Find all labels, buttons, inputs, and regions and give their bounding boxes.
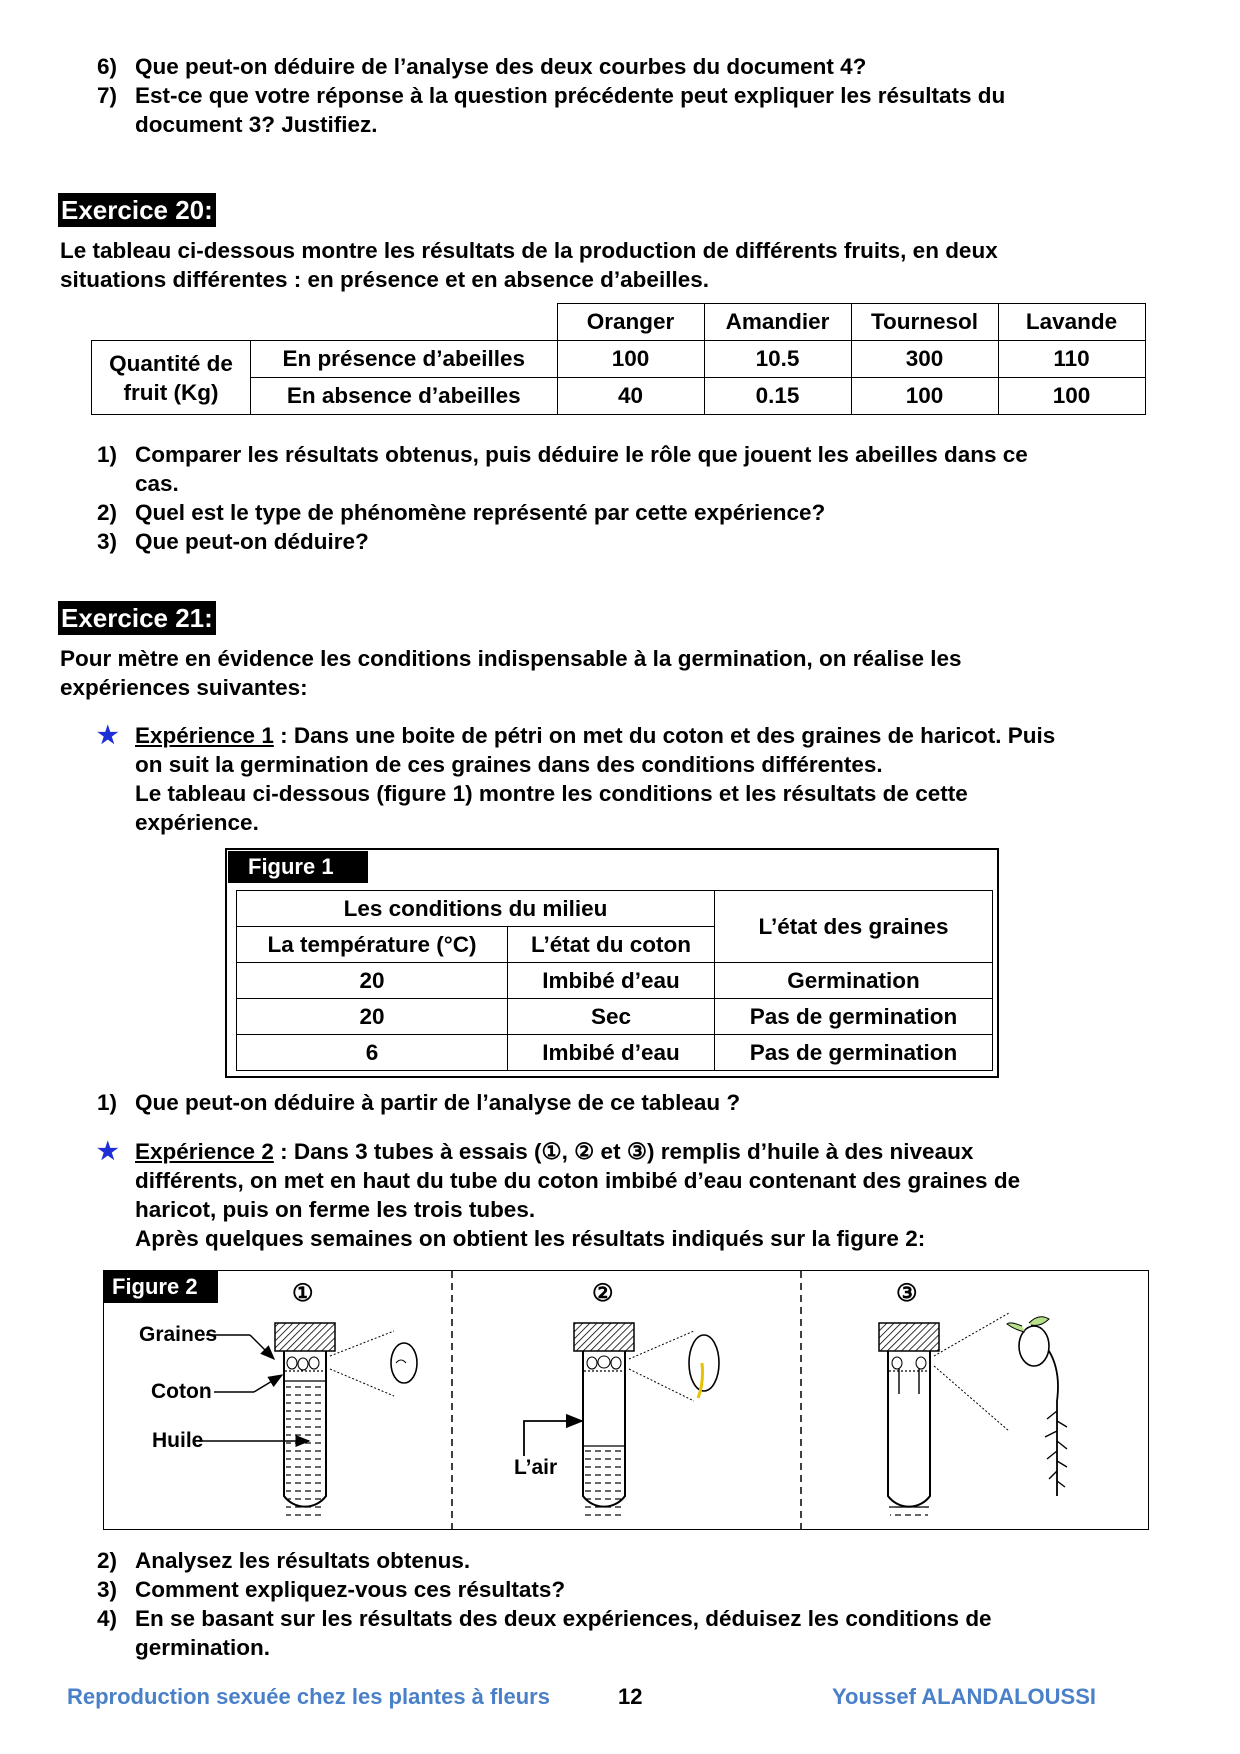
label-air: L’air: [514, 1456, 558, 1479]
exp1-text: on suit la germination de ces graines dans des conditions différentes.: [135, 752, 883, 777]
table-cell: 110: [998, 341, 1145, 378]
table-cell: Pas de germination: [715, 999, 993, 1035]
ex21-intro: Pour mètre en évidence les conditions indispensable à la germination, on réalise les: [60, 646, 962, 671]
question-number: 1): [97, 1090, 118, 1115]
table-cell: 40: [557, 378, 704, 415]
question-number: 4): [97, 1606, 118, 1631]
label-huile: Huile: [152, 1429, 204, 1452]
row-label: En présence d’abeilles: [251, 341, 558, 378]
col-header: Oranger: [557, 304, 704, 341]
footer-title: Reproduction sexuée chez les plantes à fleurs: [67, 1684, 550, 1709]
table-cell: 6: [237, 1035, 508, 1071]
fruit-production-table: [91, 303, 1146, 415]
test-tube-1: [275, 1323, 417, 1519]
question-number: 2): [97, 1548, 118, 1573]
exp2-line: [135, 1137, 973, 1166]
table-cell: Germination: [715, 963, 993, 999]
exp1-label: Expérience 1: [135, 723, 274, 748]
tube-label-2: ②: [592, 1280, 614, 1307]
table-cell: Pas de germination: [715, 1035, 993, 1071]
exp2-label: Expérience 2: [135, 1139, 274, 1164]
star-bullet-icon: ★: [97, 1138, 119, 1165]
exp1-text: : Dans une boite de pétri on met du coton et des graines de haricot. Puis: [273, 723, 1056, 748]
col-header: L’état du coton: [508, 927, 715, 963]
exercise-21-title: Exercice 21:: [58, 601, 216, 635]
table-cell: 20: [237, 999, 508, 1035]
col-header: Tournesol: [851, 304, 998, 341]
figure-2-label: Figure 2: [104, 1271, 218, 1303]
exercise-20-title: Exercice 20:: [58, 193, 216, 227]
table-cell: 100: [851, 378, 998, 415]
test-tube-2: [524, 1323, 719, 1519]
question-text: Comment expliquez-vous ces résultats?: [135, 1577, 566, 1602]
question-number: 2): [97, 500, 118, 525]
figure-1-label: Figure 1: [228, 851, 368, 883]
footer-author: Youssef ALANDALOUSSI: [832, 1684, 1097, 1709]
tube-label-3: ③: [896, 1280, 918, 1307]
question-number: 3): [97, 1577, 118, 1602]
question-text: Que peut-on déduire de l’analyse des deux courbes du document 4?: [135, 54, 867, 79]
star-bullet-icon: ★: [97, 722, 119, 749]
group-header: Les conditions du milieu: [237, 891, 715, 927]
question-text: document 3? Justifiez.: [135, 112, 378, 137]
question-text: germination.: [135, 1635, 271, 1660]
ex20-intro: situations différentes : en présence et en absence d’abeilles.: [60, 267, 709, 292]
exp2-text: : Dans 3 tubes à essais (①, ② et ③) remplis d’huile à des niveaux: [273, 1139, 974, 1164]
table-cell: 0.15: [704, 378, 851, 415]
exp2-text: différents, on met en haut du tube du coton imbibé d’eau contenant des graines de: [135, 1168, 1021, 1193]
test-tube-3: [879, 1313, 1067, 1519]
table-cell: Imbibé d’eau: [508, 963, 715, 999]
label-coton: Coton: [151, 1380, 212, 1403]
question-text: Que peut-on déduire à partir de l’analyse de ce tableau ?: [135, 1090, 741, 1115]
table-cell: 300: [851, 341, 998, 378]
table-cell: 20: [237, 963, 508, 999]
question-text: En se basant sur les résultats des deux expériences, déduisez les conditions de: [135, 1606, 992, 1631]
table-cell: 100: [998, 378, 1145, 415]
figure-2-diagram: [104, 1271, 1148, 1529]
question-number: 1): [97, 442, 118, 467]
col-header: Lavande: [998, 304, 1145, 341]
question-text: cas.: [135, 471, 179, 496]
col-header: Amandier: [704, 304, 851, 341]
question-text: Analysez les résultats obtenus.: [135, 1548, 471, 1573]
exp2-text: haricot, puis on ferme les trois tubes.: [135, 1197, 536, 1222]
question-number: 3): [97, 529, 118, 554]
figure-2-box: [103, 1270, 1149, 1530]
exp1-text: expérience.: [135, 810, 259, 835]
table-cell: 10.5: [704, 341, 851, 378]
table-cell: Sec: [508, 999, 715, 1035]
ex21-intro: expériences suivantes:: [60, 675, 308, 700]
ex20-intro: Le tableau ci-dessous montre les résultats de la production de différents fruits, en deux: [60, 238, 998, 263]
question-number: 7): [97, 83, 118, 108]
exp2-text: Après quelques semaines on obtient les résultats indiqués sur la figure 2:: [135, 1226, 926, 1251]
page-number: 12: [618, 1684, 643, 1709]
exp1-text: Le tableau ci-dessous (figure 1) montre les conditions et les résultats de cette: [135, 781, 968, 806]
row-header-line: fruit (Kg): [123, 379, 219, 405]
col-header: L’état des graines: [715, 891, 993, 963]
row-header: [92, 341, 251, 415]
table-cell: 100: [557, 341, 704, 378]
exp1-line: [135, 721, 1055, 750]
label-graines: Graines: [139, 1323, 218, 1346]
germination-table: [236, 890, 993, 1071]
col-header: La température (°C): [237, 927, 508, 963]
question-text: Quel est le type de phénomène représenté par cette expérience?: [135, 500, 826, 525]
tube-label-1: ①: [292, 1280, 314, 1307]
row-header-line: Quantité de: [109, 350, 233, 376]
row-label: En absence d’abeilles: [251, 378, 558, 415]
question-number: 6): [97, 54, 118, 79]
table-cell: Imbibé d’eau: [508, 1035, 715, 1071]
question-text: Que peut-on déduire?: [135, 529, 369, 554]
question-text: Est-ce que votre réponse à la question précédente peut expliquer les résultats du: [135, 83, 1006, 108]
question-text: Comparer les résultats obtenus, puis déduire le rôle que jouent les abeilles dans ce: [135, 442, 1028, 467]
